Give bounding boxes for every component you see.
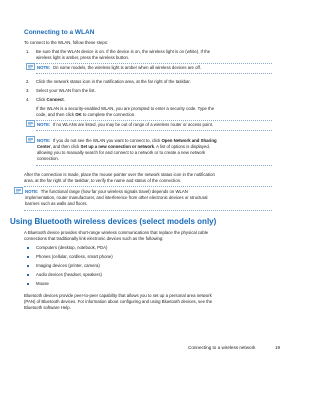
step-number: 2. (26, 79, 30, 84)
body-text: connections that traditionally link electronic devices such as the following: (24, 236, 164, 241)
step-body: code, and then click OK to complete the connection. (36, 112, 136, 117)
note-3-line: allowing you to manually search for and connect to a network or to create a new network (37, 150, 206, 155)
note-3-line: Center, and then click Set up a new connection or network. A list of options is displayed, (37, 144, 210, 149)
list-item: Audio devices (headset, speakers) (36, 272, 102, 277)
note-3-line: connection. (37, 156, 59, 161)
note-label: NOTE: (25, 189, 39, 194)
note-2 (37, 122, 213, 128)
note-icon (26, 120, 35, 127)
note-icon (26, 136, 35, 143)
body-text: Bluetooth software Help. (24, 305, 71, 310)
note-divider (36, 63, 272, 64)
list-item: Imaging devices (printer, camera) (36, 263, 100, 268)
bullet-icon (27, 247, 29, 249)
note-4-line: barriers such as walls and floors. (25, 201, 88, 206)
body-text: Bluetooth devices provide peer-to-peer capability that allows you to set up a personal area network (24, 293, 212, 298)
intro-text: To connect to the WLAN, follow these steps: (24, 40, 109, 45)
list-item: Computers (desktop, notebook, PDA) (36, 245, 108, 250)
body-text: A Bluetooth device provides short-range wireless communications that replace the physical cable (24, 230, 209, 235)
list-item: Mouse (36, 281, 49, 286)
bullet-icon (27, 265, 29, 267)
body-text: (PAN) of Bluetooth devices. For information about configuring and using Bluetooth devices, see the (24, 299, 213, 304)
step-number: 1. (26, 49, 30, 54)
step-text: Select your WLAN from the list. (36, 88, 96, 93)
note-divider (24, 210, 272, 211)
note-divider (36, 73, 272, 74)
note-4-line: NOTE: The functional range (how far your wireless signals travel) depends on WLAN (25, 189, 188, 194)
step-text: Click Connect. (36, 97, 65, 102)
note-icon (14, 187, 23, 194)
bullet-icon (27, 283, 29, 285)
body-text: area, at the far right of the taskbar, to verify the name and status of the connection. (24, 178, 182, 183)
bullet-icon (27, 274, 29, 276)
note-divider (36, 130, 272, 131)
note-text: On some models, the wireless light is amber when all wireless devices are off. (52, 65, 201, 70)
body-text: After the connection is made, place the mouse pointer over the network status icon in the notification (24, 172, 215, 177)
bullet-icon (27, 256, 29, 258)
footer-title: Connecting to a wireless network (188, 345, 256, 350)
note-4-line: implementation, router manufacturer, and interference from other electronic devices or structural (25, 195, 208, 200)
note-label: NOTE: (37, 122, 51, 127)
section-heading: Connecting to a WLAN (24, 29, 95, 36)
note-icon (26, 63, 35, 70)
step-text: wireless light is amber, press the wireless button. (36, 55, 130, 60)
step-number: 4. (26, 97, 30, 102)
step-number: 3. (26, 88, 30, 93)
list-item: Phones (cellular, cordless, smart phone) (36, 254, 113, 259)
note-label: NOTE: (37, 138, 51, 143)
step-body: If the WLAN is a security-enabled WLAN, you are prompted to enter a security code. Type the (36, 106, 215, 111)
note-divider (36, 165, 272, 166)
note-divider (36, 120, 272, 121)
note-1 (37, 65, 201, 71)
note-label: NOTE: (37, 65, 51, 70)
note-text: If no WLANs are listed, you may be out of range of a wireless router or access point. (52, 122, 214, 127)
step-text: Click the network status icon in the notification area, at the far right of the taskbar. (36, 79, 191, 84)
main-heading: Using Bluetooth wireless devices (select models only) (10, 217, 217, 226)
step-text: Be sure that the WLAN device is on. If the device is on, the wireless light is on (white). If the (36, 49, 211, 54)
note-3-line: NOTE: If you do not see the WLAN you want to connect to, click Open Network and Sharing (37, 138, 217, 143)
page-number: 19 (275, 345, 281, 350)
note-divider (24, 186, 272, 187)
